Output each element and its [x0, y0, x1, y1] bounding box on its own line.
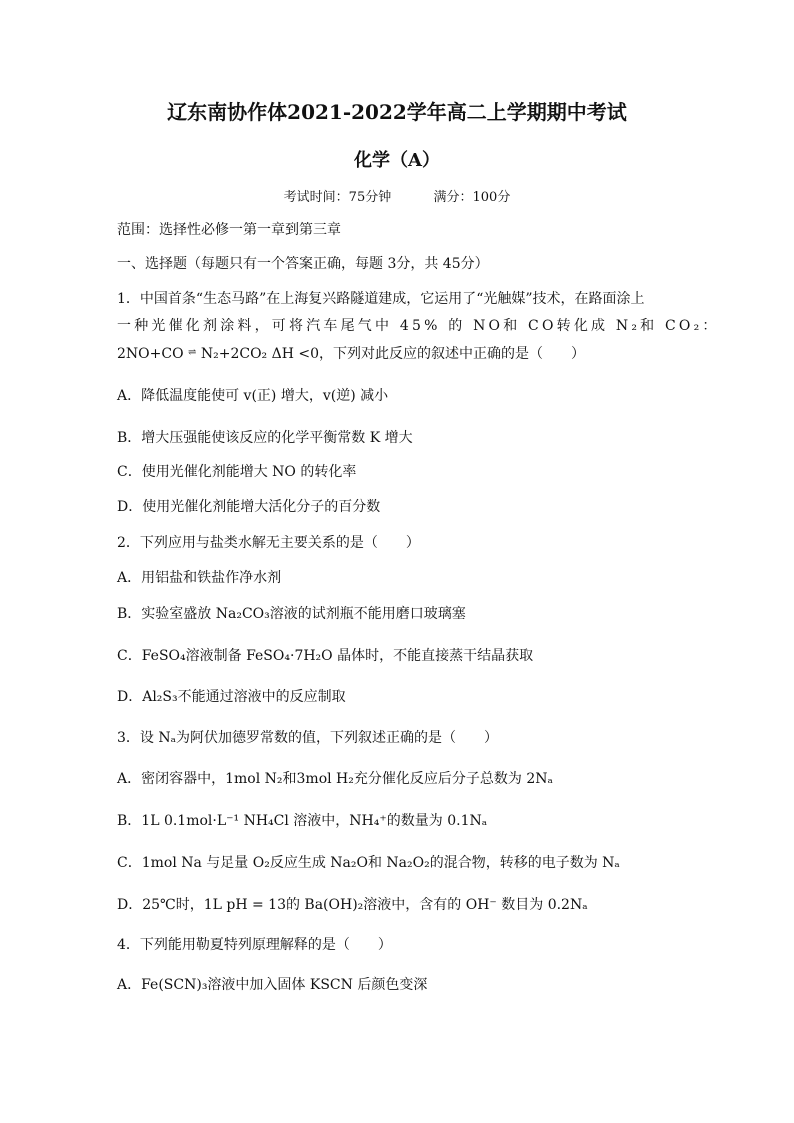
q1-equation-line: [117, 343, 585, 364]
q2-option-d: D．Al₂S₃不能通过溶液中的反应制取: [117, 689, 346, 705]
q4-option-a: A．Fe(SCN)₃溶液中加入固体 KSCN 后颜色变深: [117, 977, 428, 993]
exam-scope: 范围：选择性必修一第一章到第三章: [117, 222, 341, 238]
exam-time: 考试时间：75分钟: [283, 190, 392, 205]
q1-eq-right: N₂+2CO₂ ΔH <0: [200, 346, 320, 362]
q1-option-c: C．使用光催化剂能增大 NO 的转化率: [117, 464, 357, 480]
q1-option-a: A．降低温度能使可 v(正) 增大，v(逆) 减小: [117, 388, 389, 404]
q2-option-a: A．用铝盐和铁盐作净水剂: [117, 570, 282, 586]
page-title: 辽东南协作体2021-2022学年高二上学期期中考试: [167, 100, 627, 124]
q1-option-d: D．使用光催化剂能增大活化分子的百分数: [117, 499, 381, 515]
q4-stem: 4．下列能用勒夏特列原理解释的是（ ）: [117, 937, 392, 953]
equilibrium-arrow-icon: ⇌: [188, 347, 197, 358]
q1-stem-line3: ，下列对此反应的叙述中正确的是（ ）: [319, 346, 586, 362]
q1-option-b: B．增大压强能使该反应的化学平衡常数 K 增大: [117, 430, 413, 446]
q1-stem-line1: 1．中国首条“生态马路”在上海复兴路隧道建成，它运用了“光触媒”技术，在路面涂上: [117, 291, 645, 307]
q1-eq-left: 2NO+CO: [117, 346, 184, 362]
exam-info: [0, 186, 794, 205]
q1-stem-line2: 一种光催化剂涂料，可将汽车尾气中 45% 的 NO和 CO转化成 N₂和 CO₂：: [117, 318, 720, 334]
q3-stem: 3．设 Nₐ为阿伏加德罗常数的值，下列叙述正确的是（ ）: [117, 730, 499, 746]
section-heading: 一、选择题（每题只有一个答案正确，每题 3分，共 45分）: [117, 256, 489, 272]
q2-option-b: B．实验室盛放 Na₂CO₃溶液的试剂瓶不能用磨口玻璃塞: [117, 606, 466, 622]
page-subtitle: 化学（A）: [354, 150, 440, 171]
q3-option-d: D．25℃时，1L pH = 13的 Ba(OH)₂溶液中，含有的 OH⁻ 数目为 0.2Nₐ: [117, 897, 588, 913]
q2-option-c: C．FeSO₄溶液制备 FeSO₄·7H₂O 晶体时，不能直接蒸干结晶获取: [117, 648, 534, 664]
exam-score: 满分：100分: [433, 190, 511, 205]
q2-stem: 2．下列应用与盐类水解无主要关系的是（ ）: [117, 535, 420, 551]
q3-option-a: A．密闭容器中，1mol N₂和3mol H₂充分催化反应后分子总数为 2Nₐ: [117, 771, 553, 787]
q3-option-c: C．1mol Na 与足量 O₂反应生成 Na₂O和 Na₂O₂的混合物，转移的电子数为 Nₐ: [117, 855, 620, 871]
q3-option-b: B．1L 0.1mol·L⁻¹ NH₄Cl 溶液中，NH₄⁺的数量为 0.1Nₐ: [117, 813, 488, 829]
